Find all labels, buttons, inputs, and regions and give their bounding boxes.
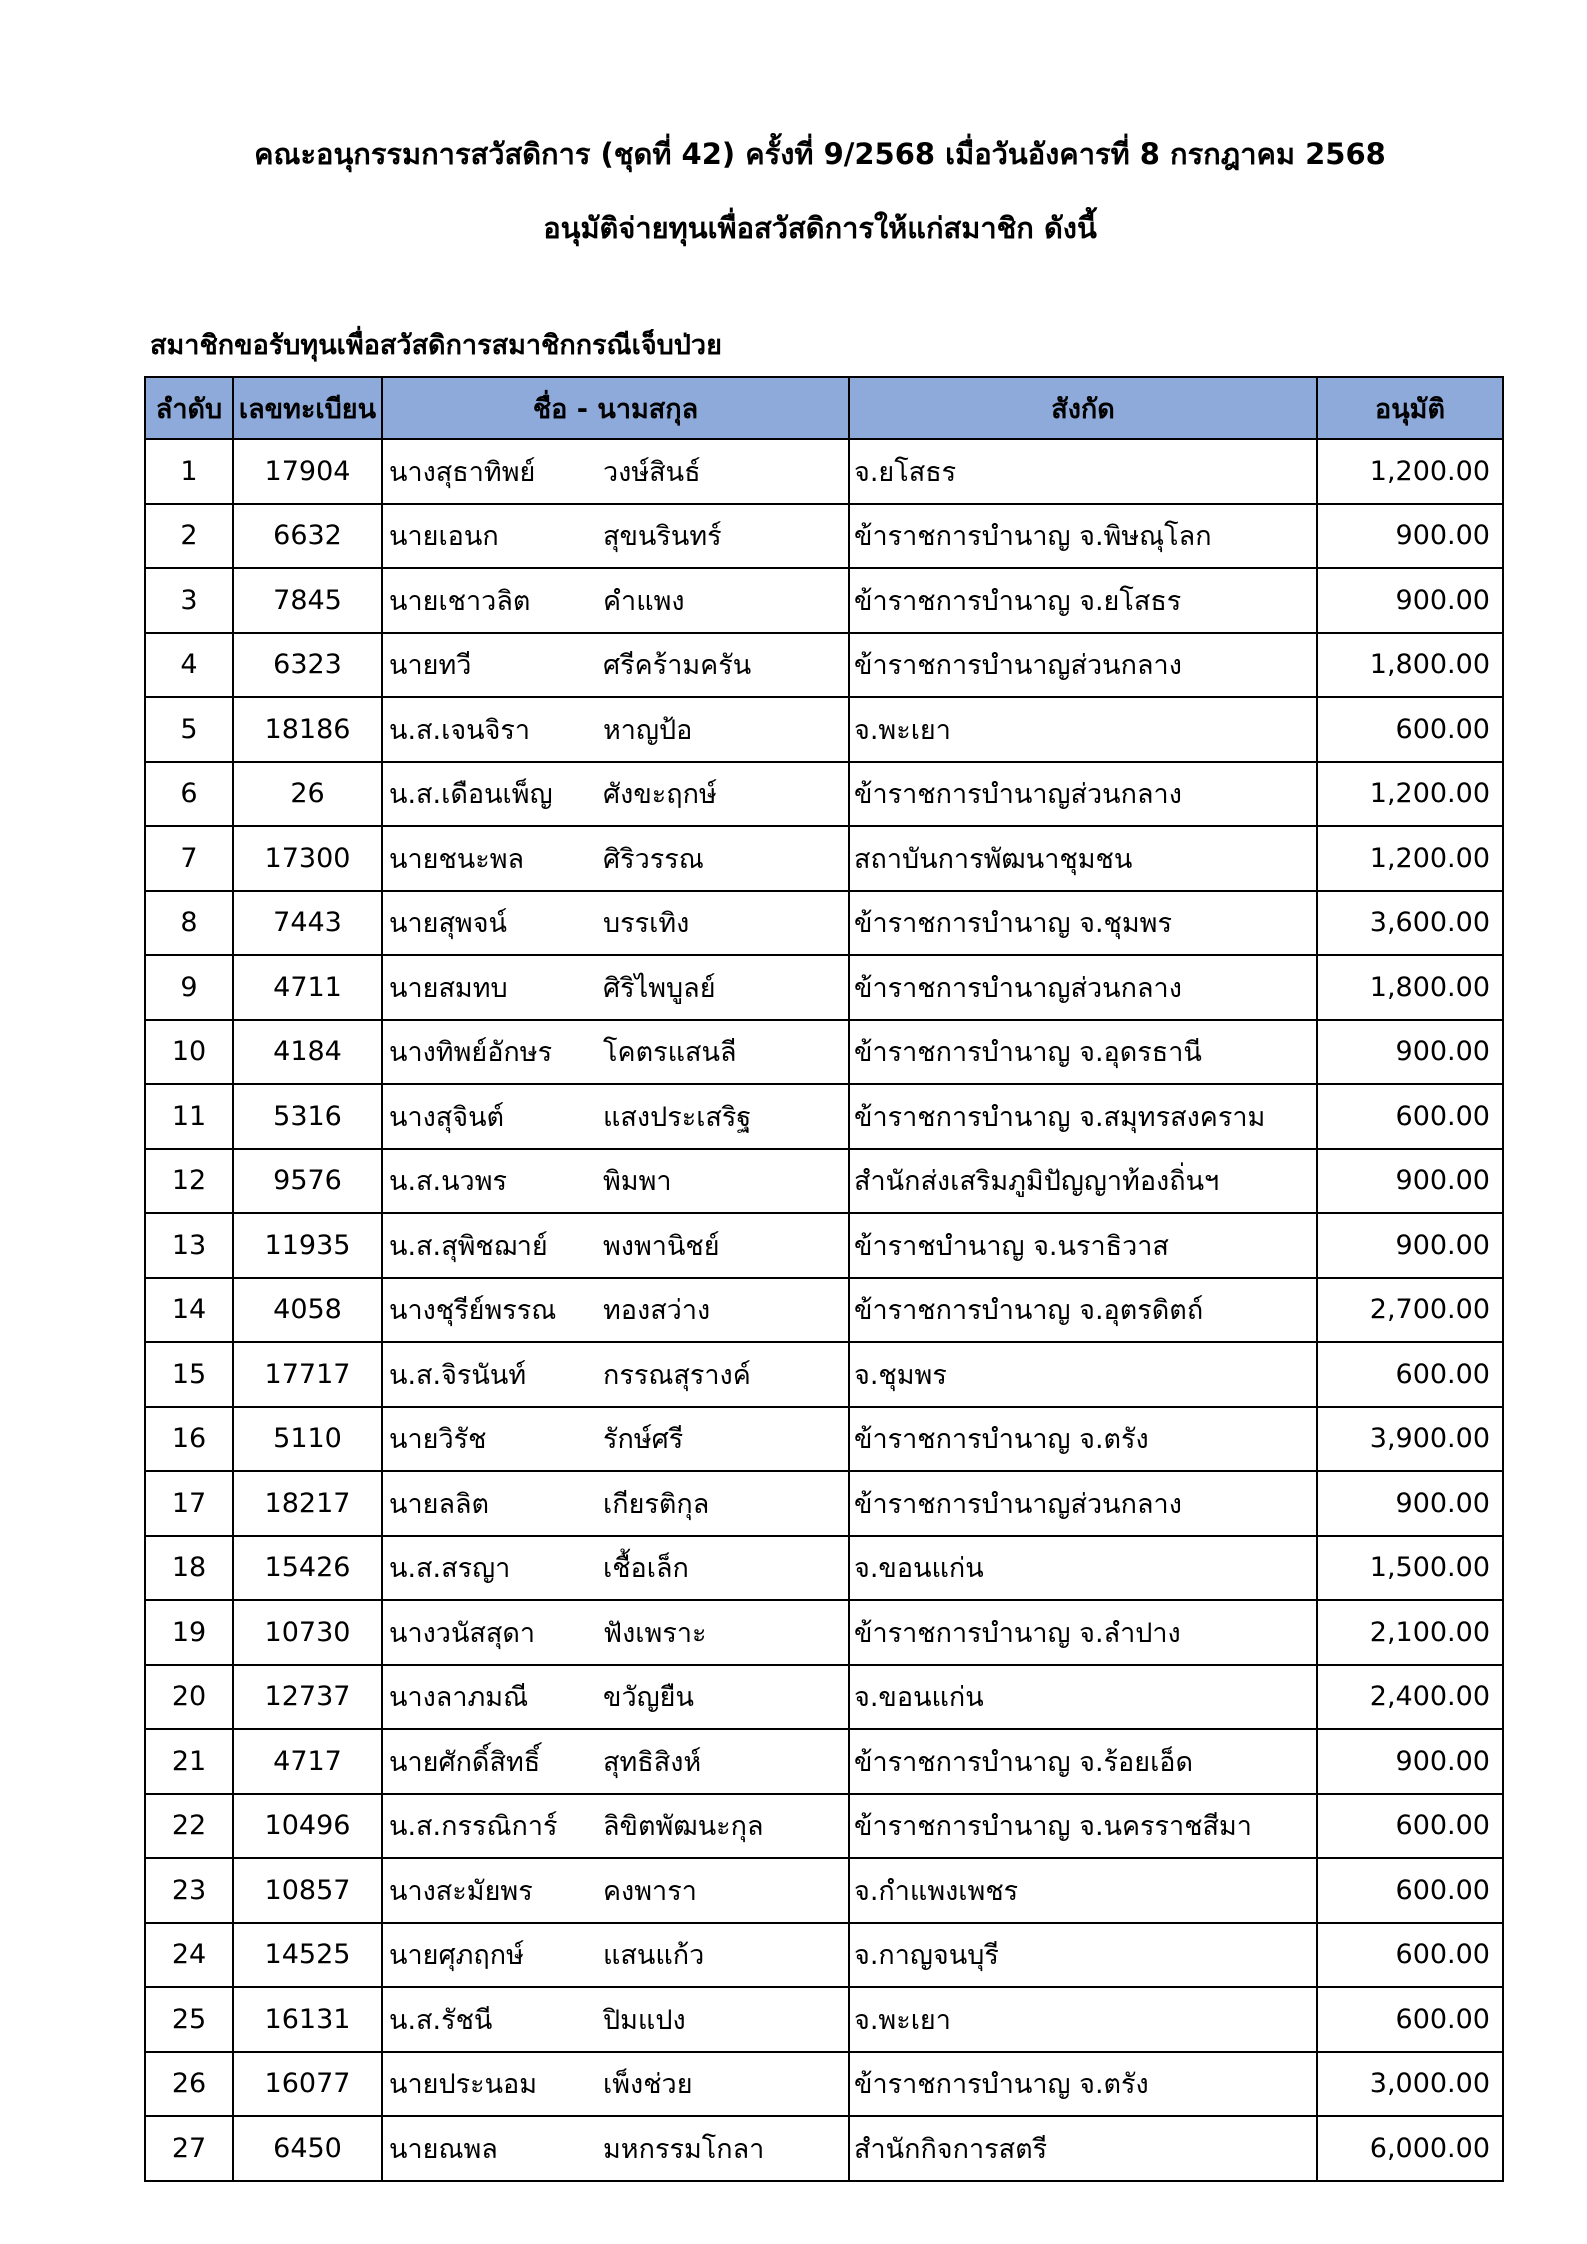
affiliation-cell: ข้าราชการบำนาญ จ.พิษณุโลก (849, 504, 1317, 569)
name-cell (382, 2052, 849, 2117)
table-row (145, 1471, 1503, 1536)
registration-cell: 16131 (233, 1987, 382, 2052)
registration-cell: 12737 (233, 1665, 382, 1730)
order-cell: 8 (145, 891, 233, 956)
approved-amount-cell: 2,100.00 (1317, 1600, 1503, 1665)
registration-cell: 4184 (233, 1020, 382, 1085)
order-cell: 23 (145, 1858, 233, 1923)
name-cell (382, 1471, 849, 1536)
order-cell: 19 (145, 1600, 233, 1665)
affiliation-cell: จ.ขอนแก่น (849, 1665, 1317, 1730)
order-cell: 1 (145, 439, 233, 504)
first-name: นายวิรัช (389, 1424, 487, 1456)
first-name: น.ส.จิรนันท์ (389, 1359, 527, 1391)
last-name: ศรีคร้ามครัน (603, 650, 752, 682)
order-cell: 10 (145, 1020, 233, 1085)
registration-cell: 9576 (233, 1149, 382, 1214)
name-cell (382, 504, 849, 569)
order-cell: 7 (145, 826, 233, 891)
affiliation-cell: สำนักส่งเสริมภูมิปัญญาท้องถิ่นฯ (849, 1149, 1317, 1214)
column-header-registration: เลขทะเบียน (233, 377, 382, 439)
affiliation-cell: สถาบันการพัฒนาชุมชน (849, 826, 1317, 891)
name-cell (382, 1536, 849, 1601)
affiliation-cell: ข้าราชการบำนาญส่วนกลาง (849, 1471, 1317, 1536)
approved-amount-cell: 1,800.00 (1317, 633, 1503, 698)
order-cell: 18 (145, 1536, 233, 1601)
registration-cell: 10496 (233, 1794, 382, 1859)
affiliation-cell: ข้าราชการบำนาญ จ.ตรัง (849, 2052, 1317, 2117)
first-name: นางสุจินต์ (389, 1101, 505, 1133)
last-name: แสงประเสริฐ (603, 1101, 752, 1133)
registration-cell: 6323 (233, 633, 382, 698)
approved-amount-cell: 6,000.00 (1317, 2116, 1503, 2181)
name-cell (382, 1278, 849, 1343)
affiliation-cell: ข้าราชการบำนาญ จ.ร้อยเอ็ด (849, 1729, 1317, 1794)
name-cell (382, 2116, 849, 2181)
name-cell (382, 1987, 849, 2052)
table-row (145, 697, 1503, 762)
approved-amount-cell: 1,500.00 (1317, 1536, 1503, 1601)
first-name: นายเอนก (389, 521, 499, 553)
approved-amount-cell: 3,600.00 (1317, 891, 1503, 956)
name-cell (382, 568, 849, 633)
registration-cell: 10857 (233, 1858, 382, 1923)
approved-amount-cell: 2,400.00 (1317, 1665, 1503, 1730)
last-name: เกียรติกุล (603, 1488, 710, 1520)
column-header-approved: อนุมัติ (1317, 377, 1503, 439)
table-row (145, 826, 1503, 891)
registration-cell: 7845 (233, 568, 382, 633)
table-header-row (145, 377, 1503, 439)
order-cell: 15 (145, 1342, 233, 1407)
registration-cell: 17300 (233, 826, 382, 891)
approved-amount-cell: 1,200.00 (1317, 762, 1503, 827)
name-cell (382, 826, 849, 891)
order-cell: 21 (145, 1729, 233, 1794)
approved-amount-cell: 600.00 (1317, 697, 1503, 762)
last-name: หาญป้อ (603, 714, 693, 746)
affiliation-cell: ข้าราชการบำนาญส่วนกลาง (849, 762, 1317, 827)
affiliation-cell: ข้าราชการบำนาญ จ.สมุทรสงคราม (849, 1084, 1317, 1149)
order-cell: 25 (145, 1987, 233, 2052)
table-row (145, 439, 1503, 504)
approved-amount-cell: 900.00 (1317, 1213, 1503, 1278)
last-name: ปิมแปง (603, 2004, 686, 2036)
table-row (145, 1342, 1503, 1407)
approved-amount-cell: 900.00 (1317, 568, 1503, 633)
registration-cell: 14525 (233, 1923, 382, 1988)
order-cell: 13 (145, 1213, 233, 1278)
table-row (145, 2116, 1503, 2181)
first-name: นายประนอม (389, 2069, 538, 2101)
registration-cell: 5110 (233, 1407, 382, 1472)
name-cell (382, 891, 849, 956)
first-name: น.ส.นวพร (389, 1166, 508, 1198)
registration-cell: 4711 (233, 955, 382, 1020)
table-row (145, 1794, 1503, 1859)
last-name: แสนแก้ว (603, 1940, 705, 1972)
affiliation-cell: ข้าราชการบำนาญ จ.ตรัง (849, 1407, 1317, 1472)
first-name: นางทิพย์อักษร (389, 1037, 553, 1069)
affiliation-cell: ข้าราชการบำนาญ จ.อุตรดิตถ์ (849, 1278, 1317, 1343)
approved-amount-cell: 600.00 (1317, 1342, 1503, 1407)
approved-amount-cell: 1,200.00 (1317, 439, 1503, 504)
affiliation-cell: จ.ยโสธร (849, 439, 1317, 504)
last-name: ศังขะฤกษ์ (603, 779, 717, 811)
affiliation-cell: ข้าราชการบำนาญ จ.อุดรธานี (849, 1020, 1317, 1085)
registration-cell: 17904 (233, 439, 382, 504)
registration-cell: 10730 (233, 1600, 382, 1665)
registration-cell: 16077 (233, 2052, 382, 2117)
affiliation-cell: ข้าราชการบำนาญ จ.นครราชสีมา (849, 1794, 1317, 1859)
name-cell (382, 1794, 849, 1859)
table-row (145, 1987, 1503, 2052)
first-name: นายลลิต (389, 1488, 490, 1520)
last-name: ทองสว่าง (603, 1295, 711, 1327)
column-header-affiliation: สังกัด (849, 377, 1317, 439)
order-cell: 22 (145, 1794, 233, 1859)
first-name: นายณพล (389, 2133, 498, 2165)
section-heading: สมาชิกขอรับทุนเพื่อสวัสดิการสมาชิกกรณีเจ็บป่วย (150, 330, 722, 361)
affiliation-cell: จ.พะเยา (849, 697, 1317, 762)
table-row (145, 1923, 1503, 1988)
name-cell (382, 1923, 849, 1988)
order-cell: 11 (145, 1084, 233, 1149)
approved-amount-cell: 3,900.00 (1317, 1407, 1503, 1472)
order-cell: 27 (145, 2116, 233, 2181)
order-cell: 3 (145, 568, 233, 633)
table-row (145, 1084, 1503, 1149)
approved-amount-cell: 600.00 (1317, 1987, 1503, 2052)
approved-amount-cell: 900.00 (1317, 1729, 1503, 1794)
registration-cell: 6632 (233, 504, 382, 569)
registration-cell: 18217 (233, 1471, 382, 1536)
name-cell (382, 1149, 849, 1214)
name-cell (382, 1665, 849, 1730)
order-cell: 4 (145, 633, 233, 698)
approved-amount-cell: 600.00 (1317, 1084, 1503, 1149)
table-row (145, 762, 1503, 827)
affiliation-cell: ข้าราชการบำนาญส่วนกลาง (849, 955, 1317, 1020)
name-cell (382, 1020, 849, 1085)
affiliation-cell: ข้าราชการบำนาญ จ.ยโสธร (849, 568, 1317, 633)
last-name: พงพานิชย์ (603, 1230, 720, 1262)
last-name: โคตรแสนลี (603, 1037, 737, 1069)
last-name: รักษ์ศรี (603, 1424, 684, 1456)
first-name: นายทวี (389, 650, 472, 682)
order-cell: 20 (145, 1665, 233, 1730)
affiliation-cell: ข้าราชการบำนาญ จ.ชุมพร (849, 891, 1317, 956)
first-name: นางลาภมณี (389, 1682, 529, 1714)
table-row (145, 1020, 1503, 1085)
approved-amount-cell: 2,700.00 (1317, 1278, 1503, 1343)
last-name: บรรเทิง (603, 908, 690, 940)
registration-cell: 26 (233, 762, 382, 827)
first-name: นายสมทบ (389, 972, 508, 1004)
first-name: น.ส.กรรณิการ์ (389, 1811, 558, 1843)
affiliation-cell: จ.พะเยา (849, 1987, 1317, 2052)
last-name: เพ็งช่วย (603, 2069, 693, 2101)
affiliation-cell: จ.ขอนแก่น (849, 1536, 1317, 1601)
first-name: น.ส.รัชนี (389, 2004, 493, 2036)
registration-cell: 5316 (233, 1084, 382, 1149)
table-row (145, 1149, 1503, 1214)
first-name: นางสะมัยพร (389, 1875, 533, 1907)
first-name: น.ส.สุพิชฌาย์ (389, 1230, 548, 1262)
order-cell: 9 (145, 955, 233, 1020)
last-name: กรรณสุรางค์ (603, 1359, 751, 1391)
name-cell (382, 955, 849, 1020)
first-name: นางสุธาทิพย์ (389, 456, 536, 488)
order-cell: 6 (145, 762, 233, 827)
affiliation-cell: จ.กำแพงเพชร (849, 1858, 1317, 1923)
order-cell: 17 (145, 1471, 233, 1536)
registration-cell: 4058 (233, 1278, 382, 1343)
name-cell (382, 1600, 849, 1665)
approved-amount-cell: 900.00 (1317, 1020, 1503, 1085)
first-name: นายชนะพล (389, 843, 525, 875)
table-row (145, 2052, 1503, 2117)
affiliation-cell: จ.ชุมพร (849, 1342, 1317, 1407)
document-title: คณะอนุกรรมการสวัสดิการ (ชุดที่ 42) ครั้งที่ 9/2568 เมื่อวันอังคารที่ 8 กรกฎาคม 2568 (254, 137, 1386, 171)
registration-cell: 4717 (233, 1729, 382, 1794)
approved-amount-cell: 1,200.00 (1317, 826, 1503, 891)
table-row (145, 568, 1503, 633)
approved-amount-cell: 600.00 (1317, 1858, 1503, 1923)
first-name: นายศุภฤกษ์ (389, 1940, 524, 1972)
table-row (145, 1536, 1503, 1601)
last-name: ลิขิตพัฒนะกุล (603, 1811, 764, 1843)
table-row (145, 1407, 1503, 1472)
table-row (145, 1729, 1503, 1794)
affiliation-cell: ข้าราชการบำนาญ จ.ลำปาง (849, 1600, 1317, 1665)
table-row (145, 1213, 1503, 1278)
registration-cell: 6450 (233, 2116, 382, 2181)
first-name: นายสุพจน์ (389, 908, 507, 940)
name-cell (382, 1407, 849, 1472)
order-cell: 5 (145, 697, 233, 762)
order-cell: 26 (145, 2052, 233, 2117)
name-cell (382, 439, 849, 504)
table-row (145, 955, 1503, 1020)
last-name: เชื้อเล็ก (603, 1553, 689, 1585)
document-subtitle: อนุมัติจ่ายทุนเพื่อสวัสดิการให้แก่สมาชิก ดังนี้ (543, 211, 1097, 245)
approved-amount-cell: 3,000.00 (1317, 2052, 1503, 2117)
affiliation-cell: ข้าราชการบำนาญส่วนกลาง (849, 633, 1317, 698)
approved-amount-cell: 600.00 (1317, 1794, 1503, 1859)
column-header-order: ลำดับ (145, 377, 233, 439)
first-name: น.ส.เดือนเพ็ญ (389, 779, 553, 811)
table-row (145, 1858, 1503, 1923)
last-name: คำแพง (603, 585, 685, 617)
table-body (145, 439, 1503, 2181)
registration-cell: 18186 (233, 697, 382, 762)
table-row (145, 633, 1503, 698)
first-name: นายเชาวลิต (389, 585, 531, 617)
registration-cell: 17717 (233, 1342, 382, 1407)
name-cell (382, 1342, 849, 1407)
registration-cell: 11935 (233, 1213, 382, 1278)
last-name: สุทธิสิงห์ (603, 1746, 702, 1778)
table-row (145, 1665, 1503, 1730)
affiliation-cell: ข้าราชบำนาญ จ.นราธิวาส (849, 1213, 1317, 1278)
last-name: วงษ์สินธ์ (603, 456, 701, 488)
order-cell: 24 (145, 1923, 233, 1988)
last-name: ศิริวรรณ (603, 843, 704, 875)
last-name: ขวัญยืน (603, 1682, 694, 1714)
name-cell (382, 1729, 849, 1794)
name-cell (382, 697, 849, 762)
first-name: น.ส.เจนจิรา (389, 714, 531, 746)
first-name: น.ส.สรญา (389, 1553, 511, 1585)
affiliation-cell: จ.กาญจนบุรี (849, 1923, 1317, 1988)
order-cell: 2 (145, 504, 233, 569)
approved-amount-cell: 600.00 (1317, 1923, 1503, 1988)
name-cell (382, 1084, 849, 1149)
table-row (145, 1600, 1503, 1665)
affiliation-cell: สำนักกิจการสตรี (849, 2116, 1317, 2181)
name-cell (382, 762, 849, 827)
name-cell (382, 1213, 849, 1278)
first-name: นางชุรีย์พรรณ (389, 1295, 557, 1327)
last-name: พิมพา (603, 1166, 672, 1198)
first-name: นายศักดิ์สิทธิ์ (389, 1746, 541, 1778)
approved-amount-cell: 900.00 (1317, 1149, 1503, 1214)
welfare-table (144, 376, 1504, 2182)
last-name: มหกรรมโกลา (603, 2133, 765, 2165)
table-row (145, 504, 1503, 569)
column-header-name: ชื่อ - นามสกุล (382, 377, 849, 439)
registration-cell: 15426 (233, 1536, 382, 1601)
last-name: คงพารา (603, 1875, 697, 1907)
approved-amount-cell: 900.00 (1317, 1471, 1503, 1536)
name-cell (382, 1858, 849, 1923)
last-name: ฟังเพราะ (603, 1617, 707, 1649)
first-name: นางวนัสสุดา (389, 1617, 536, 1649)
table-row (145, 1278, 1503, 1343)
order-cell: 12 (145, 1149, 233, 1214)
registration-cell: 7443 (233, 891, 382, 956)
table-row (145, 891, 1503, 956)
order-cell: 14 (145, 1278, 233, 1343)
name-cell (382, 633, 849, 698)
approved-amount-cell: 900.00 (1317, 504, 1503, 569)
approved-amount-cell: 1,800.00 (1317, 955, 1503, 1020)
last-name: ศิริไพบูลย์ (603, 972, 716, 1004)
order-cell: 16 (145, 1407, 233, 1472)
last-name: สุขนรินทร์ (603, 521, 722, 553)
